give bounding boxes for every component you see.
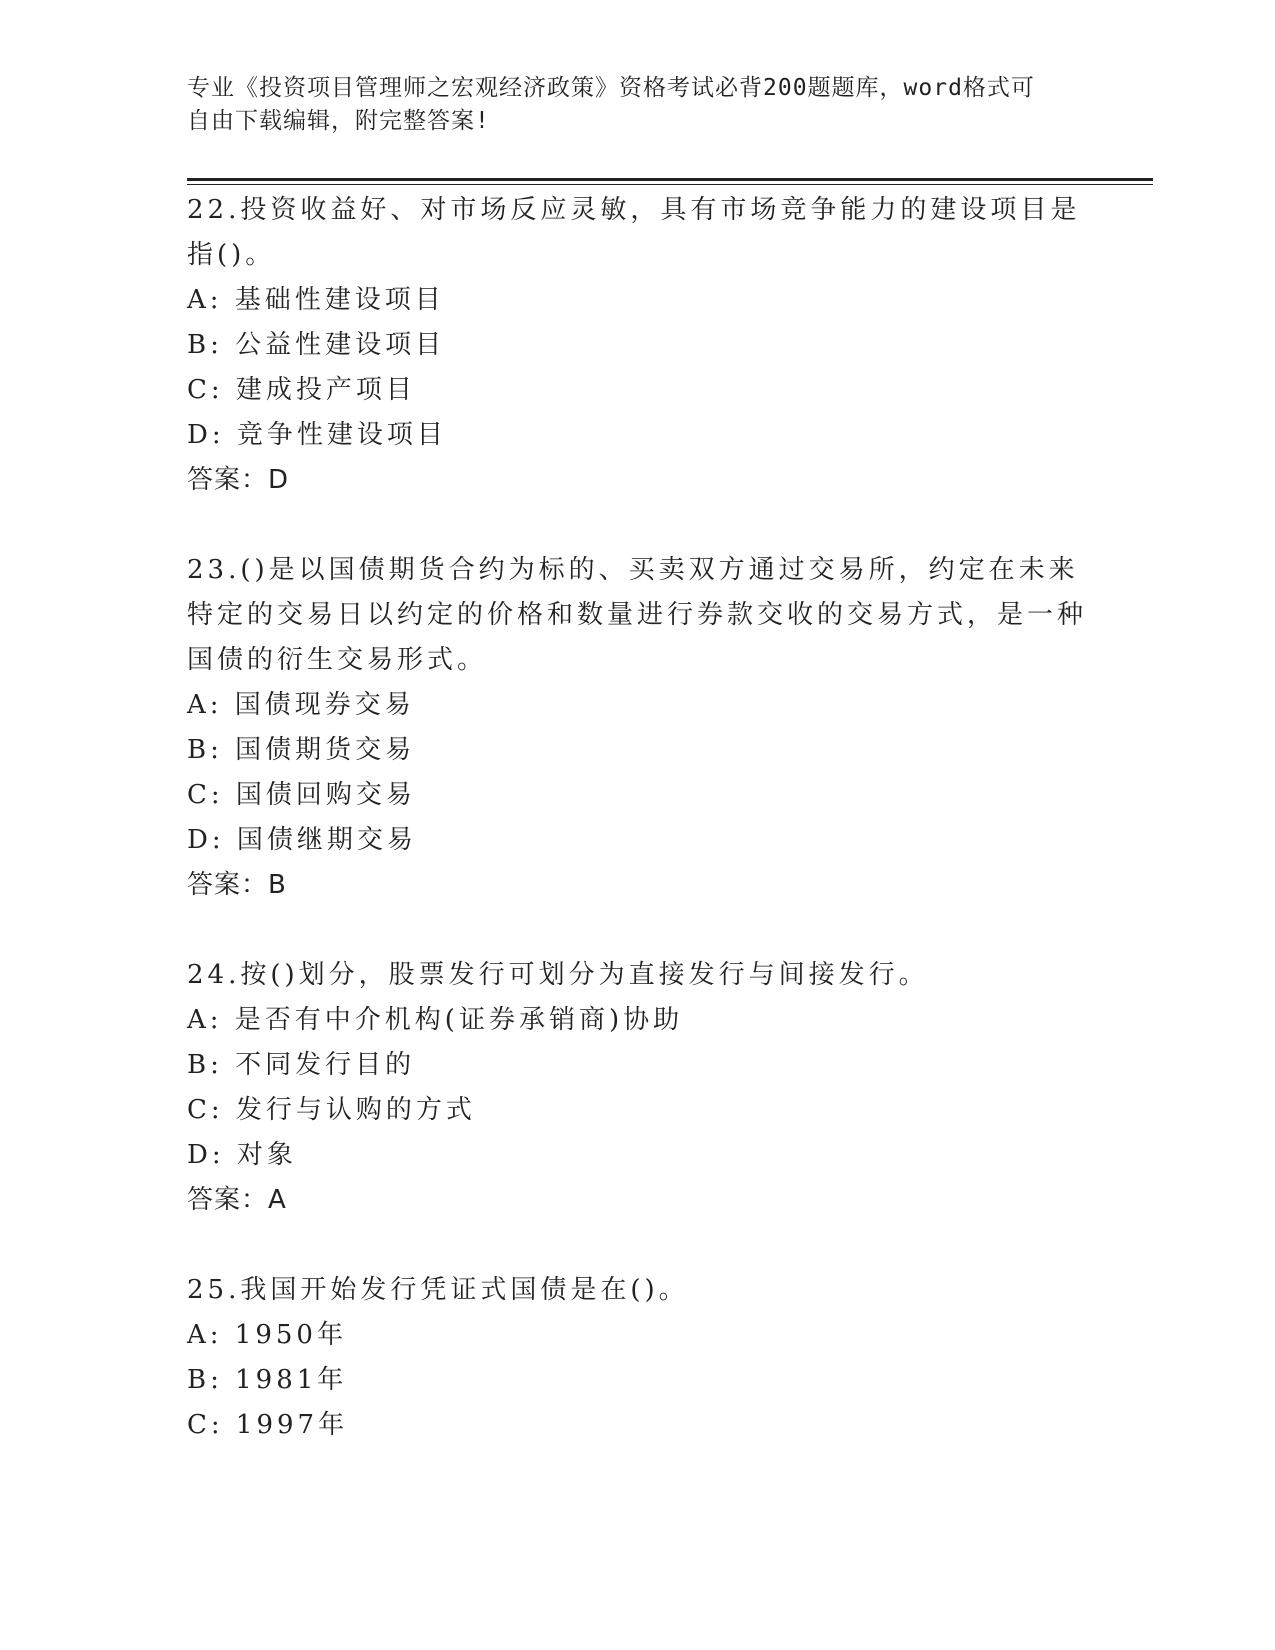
option-a: A: 是否有中介机构(证券承销商)协助: [187, 1005, 684, 1035]
question-23: [187, 548, 1087, 908]
option-c: C: 建成投产项目: [187, 375, 416, 405]
option-b: B: 国债期货交易: [187, 735, 416, 765]
question-stem: 24.按()划分，股票发行可划分为直接发行与间接发行。: [187, 960, 929, 990]
option-b: B: 公益性建设项目: [187, 330, 446, 360]
option-a: A: 国债现券交易: [187, 690, 415, 720]
document-header: [187, 72, 1067, 138]
option-a: A: 1950年: [187, 1320, 347, 1350]
question-stem: 25.我国开始发行凭证式国债是在()。: [187, 1275, 689, 1305]
option-b: B: 1981年: [187, 1365, 348, 1395]
question-stem: 23.()是以国债期货合约为标的、买卖双方通过交易所，约定在未来特定的交易日以约定的价格和数量进行券款交收的交易方式，是一种国债的衍生交易形式。: [187, 555, 1088, 675]
answer-line: 答案：B: [187, 870, 287, 900]
option-d: D: 对象: [187, 1140, 297, 1170]
question-25: [187, 1268, 1087, 1448]
question-24: [187, 953, 1087, 1223]
option-d: D: 竞争性建设项目: [187, 420, 447, 450]
header-line-1: 专业《投资项目管理师之宏观经济政策》资格考试必背200题题库，word格式可: [187, 75, 1035, 101]
option-c: C: 发行与认购的方式: [187, 1095, 476, 1125]
question-list: [187, 188, 1087, 1448]
question-22: [187, 188, 1087, 503]
option-c: C: 国债回购交易: [187, 780, 416, 810]
option-a: A: 基础性建设项目: [187, 285, 445, 315]
header-rule-thick: [187, 178, 1153, 181]
option-b: B: 不同发行目的: [187, 1050, 416, 1080]
header-line-2: 自由下载编辑，附完整答案!: [187, 108, 490, 134]
option-c: C: 1997年: [187, 1410, 349, 1440]
option-d: D: 国债继期交易: [187, 825, 417, 855]
answer-line: 答案：D: [187, 465, 290, 495]
header-rule-thin: [187, 184, 1153, 185]
answer-line: 答案：A: [187, 1185, 287, 1215]
question-stem: 22.投资收益好、对市场反应灵敏，具有市场竞争能力的建设项目是指()。: [187, 195, 1081, 270]
